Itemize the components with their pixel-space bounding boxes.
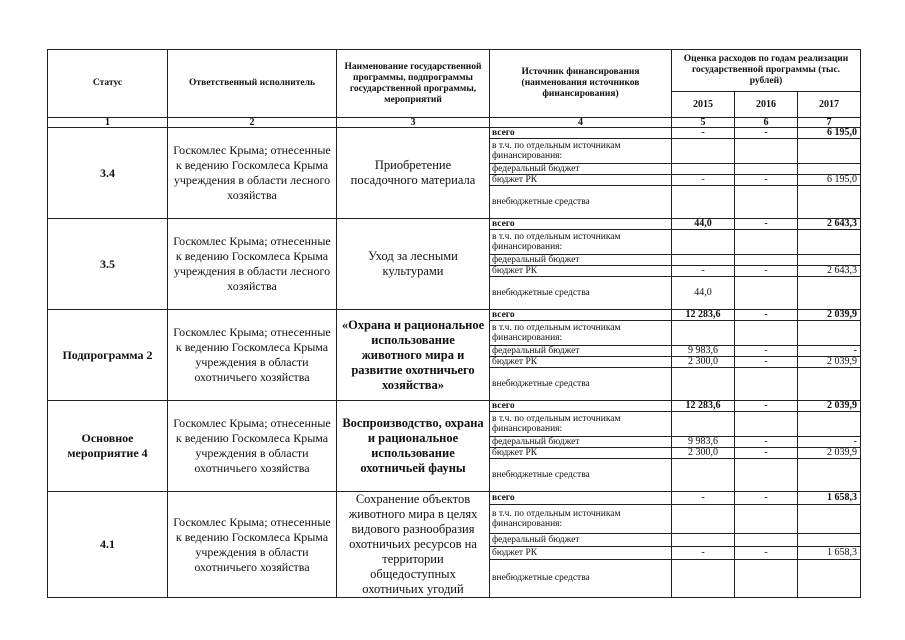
row-executor: Госкомлес Крыма; отнесенные к ведению Госкомлеса Крыма учреждения в области охотничьего хозяйства <box>168 310 337 401</box>
budget-rk-value: - <box>672 546 735 559</box>
source-offbudget: внебюджетные средства <box>490 277 672 310</box>
budget-rk-value: - <box>672 266 735 277</box>
budget-rk-value: - <box>735 546 798 559</box>
row-name: Сохранение объектов животного мира в целях видового разнообразия охотничьих ресурсов на территории общедоступных охотничьих угодий <box>337 492 490 598</box>
col-number: 6 <box>735 118 798 128</box>
col-number: 4 <box>490 118 672 128</box>
offbudget-value <box>735 186 798 219</box>
row-status: 3.4 <box>48 128 168 219</box>
row-name: «Охрана и рациональное использование животного мира и развитие охотничьего хозяйства» <box>337 310 490 401</box>
source-budget-rk: бюджет РК <box>490 175 672 186</box>
incl-value <box>798 230 861 255</box>
total-value: 44,0 <box>672 219 735 230</box>
source-total: всего <box>490 219 672 230</box>
row-executor: Госкомлес Крыма; отнесенные к ведению Госкомлеса Крыма учреждения в области лесного хозяйства <box>168 219 337 310</box>
header-year-2015: 2015 <box>672 92 735 118</box>
source-incl: в т.ч. по отдельным источникам финансирования: <box>490 412 672 437</box>
budget-rk-value: 6 195,0 <box>798 175 861 186</box>
incl-value <box>735 321 798 346</box>
budget-table <box>47 49 861 598</box>
budget-rk-value: 2 643,3 <box>798 266 861 277</box>
federal-value: 9 983,6 <box>672 346 735 357</box>
source-offbudget: внебюджетные средства <box>490 459 672 492</box>
federal-value: - <box>798 437 861 448</box>
total-value: - <box>735 128 798 139</box>
source-federal: федеральный бюджет <box>490 164 672 175</box>
incl-value <box>672 504 735 533</box>
budget-rk-value: - <box>735 357 798 368</box>
source-total: всего <box>490 401 672 412</box>
incl-value <box>735 230 798 255</box>
table-row <box>48 310 861 321</box>
col-number: 3 <box>337 118 490 128</box>
incl-value <box>672 321 735 346</box>
col-number: 7 <box>798 118 861 128</box>
source-offbudget: внебюджетные средства <box>490 186 672 219</box>
offbudget-value <box>735 559 798 597</box>
incl-value <box>798 412 861 437</box>
row-name: Воспроизводство, охрана и рациональное использование охотничьей фауны <box>337 401 490 492</box>
offbudget-value <box>672 368 735 401</box>
source-federal: федеральный бюджет <box>490 255 672 266</box>
offbudget-value <box>735 459 798 492</box>
source-budget-rk: бюджет РК <box>490 546 672 559</box>
header-estimate: Оценка расходов по годам реализации государственной программы (тыс. рублей) <box>672 50 861 92</box>
table-row <box>48 401 861 412</box>
federal-value <box>735 164 798 175</box>
row-name: Приобретение посадочного материала <box>337 128 490 219</box>
offbudget-value <box>798 559 861 597</box>
federal-value <box>798 164 861 175</box>
budget-rk-value: - <box>735 175 798 186</box>
federal-value: 9 983,6 <box>672 437 735 448</box>
source-budget-rk: бюджет РК <box>490 448 672 459</box>
row-status: 3.5 <box>48 219 168 310</box>
row-executor: Госкомлес Крыма; отнесенные к ведению Госкомлеса Крыма учреждения в области охотничьего хозяйства <box>168 401 337 492</box>
incl-value <box>735 412 798 437</box>
federal-value: - <box>735 437 798 448</box>
col-number: 2 <box>168 118 337 128</box>
row-executor: Госкомлес Крыма; отнесенные к ведению Госкомлеса Крыма учреждения в области лесного хозяйства <box>168 128 337 219</box>
row-name: Уход за лесными культурами <box>337 219 490 310</box>
budget-rk-value: 2 300,0 <box>672 448 735 459</box>
federal-value <box>735 533 798 546</box>
offbudget-value <box>735 368 798 401</box>
total-value: 2 643,3 <box>798 219 861 230</box>
federal-value <box>672 255 735 266</box>
incl-value <box>672 230 735 255</box>
budget-rk-value: - <box>735 266 798 277</box>
total-value: - <box>735 310 798 321</box>
federal-value <box>798 255 861 266</box>
incl-value <box>798 504 861 533</box>
offbudget-value <box>672 459 735 492</box>
source-offbudget: внебюджетные средства <box>490 559 672 597</box>
row-status: Основное мероприятие 4 <box>48 401 168 492</box>
budget-rk-value: 1 658,3 <box>798 546 861 559</box>
incl-value <box>672 412 735 437</box>
source-federal: федеральный бюджет <box>490 346 672 357</box>
total-value: 1 658,3 <box>798 492 861 505</box>
incl-value <box>798 321 861 346</box>
total-value: - <box>735 401 798 412</box>
total-value: 12 283,6 <box>672 401 735 412</box>
source-budget-rk: бюджет РК <box>490 266 672 277</box>
federal-value <box>798 533 861 546</box>
total-value: 2 039,9 <box>798 401 861 412</box>
federal-value <box>672 164 735 175</box>
federal-value: - <box>798 346 861 357</box>
total-value: - <box>672 492 735 505</box>
budget-rk-value: 2 039,9 <box>798 448 861 459</box>
source-total: всего <box>490 310 672 321</box>
incl-value <box>735 139 798 164</box>
incl-value <box>798 139 861 164</box>
incl-value <box>735 504 798 533</box>
header-program-name: Наименование государственной программы, подпрограммы государственной программы, мероприятий <box>337 50 490 118</box>
total-value: - <box>735 219 798 230</box>
source-incl: в т.ч. по отдельным источникам финансирования: <box>490 504 672 533</box>
offbudget-value: 44,0 <box>672 277 735 310</box>
source-offbudget: внебюджетные средства <box>490 368 672 401</box>
header-year-2016: 2016 <box>735 92 798 118</box>
offbudget-value <box>798 368 861 401</box>
table-row <box>48 492 861 505</box>
federal-value <box>735 255 798 266</box>
budget-rk-value: - <box>672 175 735 186</box>
incl-value <box>672 139 735 164</box>
row-status: 4.1 <box>48 492 168 598</box>
table-row <box>48 128 861 139</box>
header-source: Источник финансирования (наименования источников финансирования) <box>490 50 672 118</box>
source-incl: в т.ч. по отдельным источникам финансирования: <box>490 321 672 346</box>
offbudget-value <box>735 277 798 310</box>
offbudget-value <box>672 559 735 597</box>
header-executor: Ответственный исполнитель <box>168 50 337 118</box>
offbudget-value <box>798 277 861 310</box>
offbudget-value <box>672 186 735 219</box>
total-value: 2 039,9 <box>798 310 861 321</box>
total-value: 6 195,0 <box>798 128 861 139</box>
row-status: Подпрограмма 2 <box>48 310 168 401</box>
source-budget-rk: бюджет РК <box>490 357 672 368</box>
total-value: - <box>735 492 798 505</box>
federal-value: - <box>735 346 798 357</box>
budget-rk-value: 2 300,0 <box>672 357 735 368</box>
total-value: - <box>672 128 735 139</box>
budget-rk-value: - <box>735 448 798 459</box>
budget-rk-value: 2 039,9 <box>798 357 861 368</box>
header-status: Статус <box>48 50 168 118</box>
total-value: 12 283,6 <box>672 310 735 321</box>
offbudget-value <box>798 186 861 219</box>
source-federal: федеральный бюджет <box>490 533 672 546</box>
source-federal: федеральный бюджет <box>490 437 672 448</box>
col-number: 1 <box>48 118 168 128</box>
federal-value <box>672 533 735 546</box>
col-number: 5 <box>672 118 735 128</box>
table-row <box>48 219 861 230</box>
source-incl: в т.ч. по отдельным источникам финансирования: <box>490 139 672 164</box>
offbudget-value <box>798 459 861 492</box>
source-total: всего <box>490 492 672 505</box>
header-year-2017: 2017 <box>798 92 861 118</box>
row-executor: Госкомлес Крыма; отнесенные к ведению Госкомлеса Крыма учреждения в области охотничьего хозяйства <box>168 492 337 598</box>
source-total: всего <box>490 128 672 139</box>
source-incl: в т.ч. по отдельным источникам финансирования: <box>490 230 672 255</box>
